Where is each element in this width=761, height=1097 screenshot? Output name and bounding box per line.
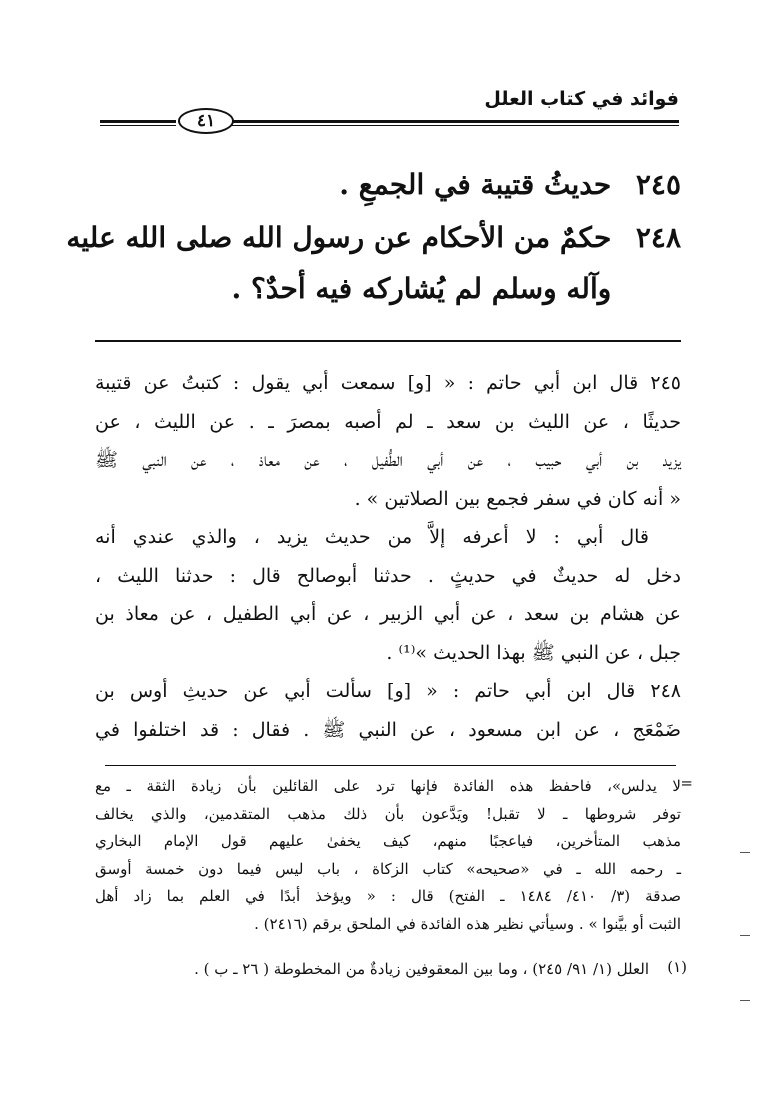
footnote-line: العلل (١/ ٩١/ ٢٤٥) ، وما بين المعقوفين زيادةٌ من المخطوطة ( ٢٦ ـ ب ) . [194,960,649,978]
page-number: ٤١ [178,108,234,134]
text-line: يزيد بن أبي حبيب ، عن أبي الطُّفيل ، عن معاذ ، عن النبي ﷺ [95,449,681,471]
footnote-line: مذهب المتأخرين، فياعجبًا منهم، كيف يخفىٰ عليهم قول الإمام البخاري [95,832,681,850]
toc-text: حديثُ قتيبة في الجمعِ . [339,168,612,201]
footnote-line: ـ رحمه الله ـ في «صحيحه» كتاب الزكاة ، باب ليس فيما دون خمسة أوسق [95,859,681,878]
header-rule-left [100,120,176,123]
text-line: « أنه كان في سفر فجمع بين الصلاتين » . [354,487,681,510]
section-divider [95,340,681,342]
text-line: ٢٤٥ قال ابن أبي حاتم : « [و] سمعت أبي يقول : كتبتُ عن قتيبة [95,372,681,394]
header-rule-left-thin [100,125,176,126]
text-line: ضَمْعَج ، عن ابن مسعود ، عن النبي ﷺ . فقال : قد اختلفوا في [95,718,681,741]
entry-248-paragraph [95,672,681,749]
text-line: ٢٤٨ قال ابن أبي حاتم : « [و] سألت أبي عن حديثِ أوس بن [95,680,681,702]
header-rule-right-thin [232,125,679,126]
text-line: دخل له حديثٌ في حديثٍ . حدثنا أبوصالح قال : حدثنا الليث ، [95,564,681,587]
commentary-paragraph [95,518,681,672]
entry-245-paragraph [95,364,681,518]
footnote-continuation [95,773,681,938]
footnote-continuation-mark: = [680,774,693,792]
footnote-line: توفر شروطها ـ لا تقبل! ويَدَّعون بأن ذلك مذهب المتقدمين، والذي يخالف [95,804,681,823]
toc-entry-248 [66,213,681,263]
footnote-1 [95,956,649,984]
toc-entry-245 [95,160,681,210]
margin-tick [740,852,750,853]
toc-entry-248-cont [95,264,681,314]
text-line: قال أبي : لا أعرفه إلاَّ من حديث يزيد ، والذي عندي أنه [95,526,649,548]
footnote-line: صدقة (٣/ ٤١٠/ ١٤٨٤ ـ الفتح) قال : « ويؤخذ أبدًا في العلم بما زاد أهل [95,887,681,905]
toc-number: ٢٤٥ [635,168,681,201]
footnote-line: لا يدلس»، فاحفظ هذه الفائدة فإنها ترد على القائلين بأن زيادة الثقة ـ مع [95,777,681,795]
text-line: حديثًا ، عن الليث بن سعد ـ لم أصبه بمصرَ ـ . عن الليث ، عن [95,410,681,433]
running-head: فوائد في كتاب العلل [484,88,679,110]
toc-text: حكمٌ من الأحكام عن رسول الله صلى الله عليه [66,221,612,254]
toc-number: ٢٤٨ [635,221,681,254]
text-line: جبل ، عن النبي ﷺ بهذا الحديث »⁽¹⁾ . [386,641,681,664]
margin-tick [740,935,750,936]
footnote-1-mark: (١) [667,958,687,976]
footnote-rule [105,765,676,766]
margin-tick [740,1000,750,1001]
header-rule-right [232,120,679,123]
toc-text: وآله وسلم لم يُشاركه فيه أحدٌ؟ . [231,272,612,305]
text-line: عن هشام بن سعد ، عن أبي الزبير ، عن أبي الطفيل ، عن معاذ بن [95,603,681,625]
footnote-line: الثبت أو بيَّنوا » . وسيأتي نظير هذه الفائدة في الملحق برقم (٢٤١٦) . [254,914,681,933]
